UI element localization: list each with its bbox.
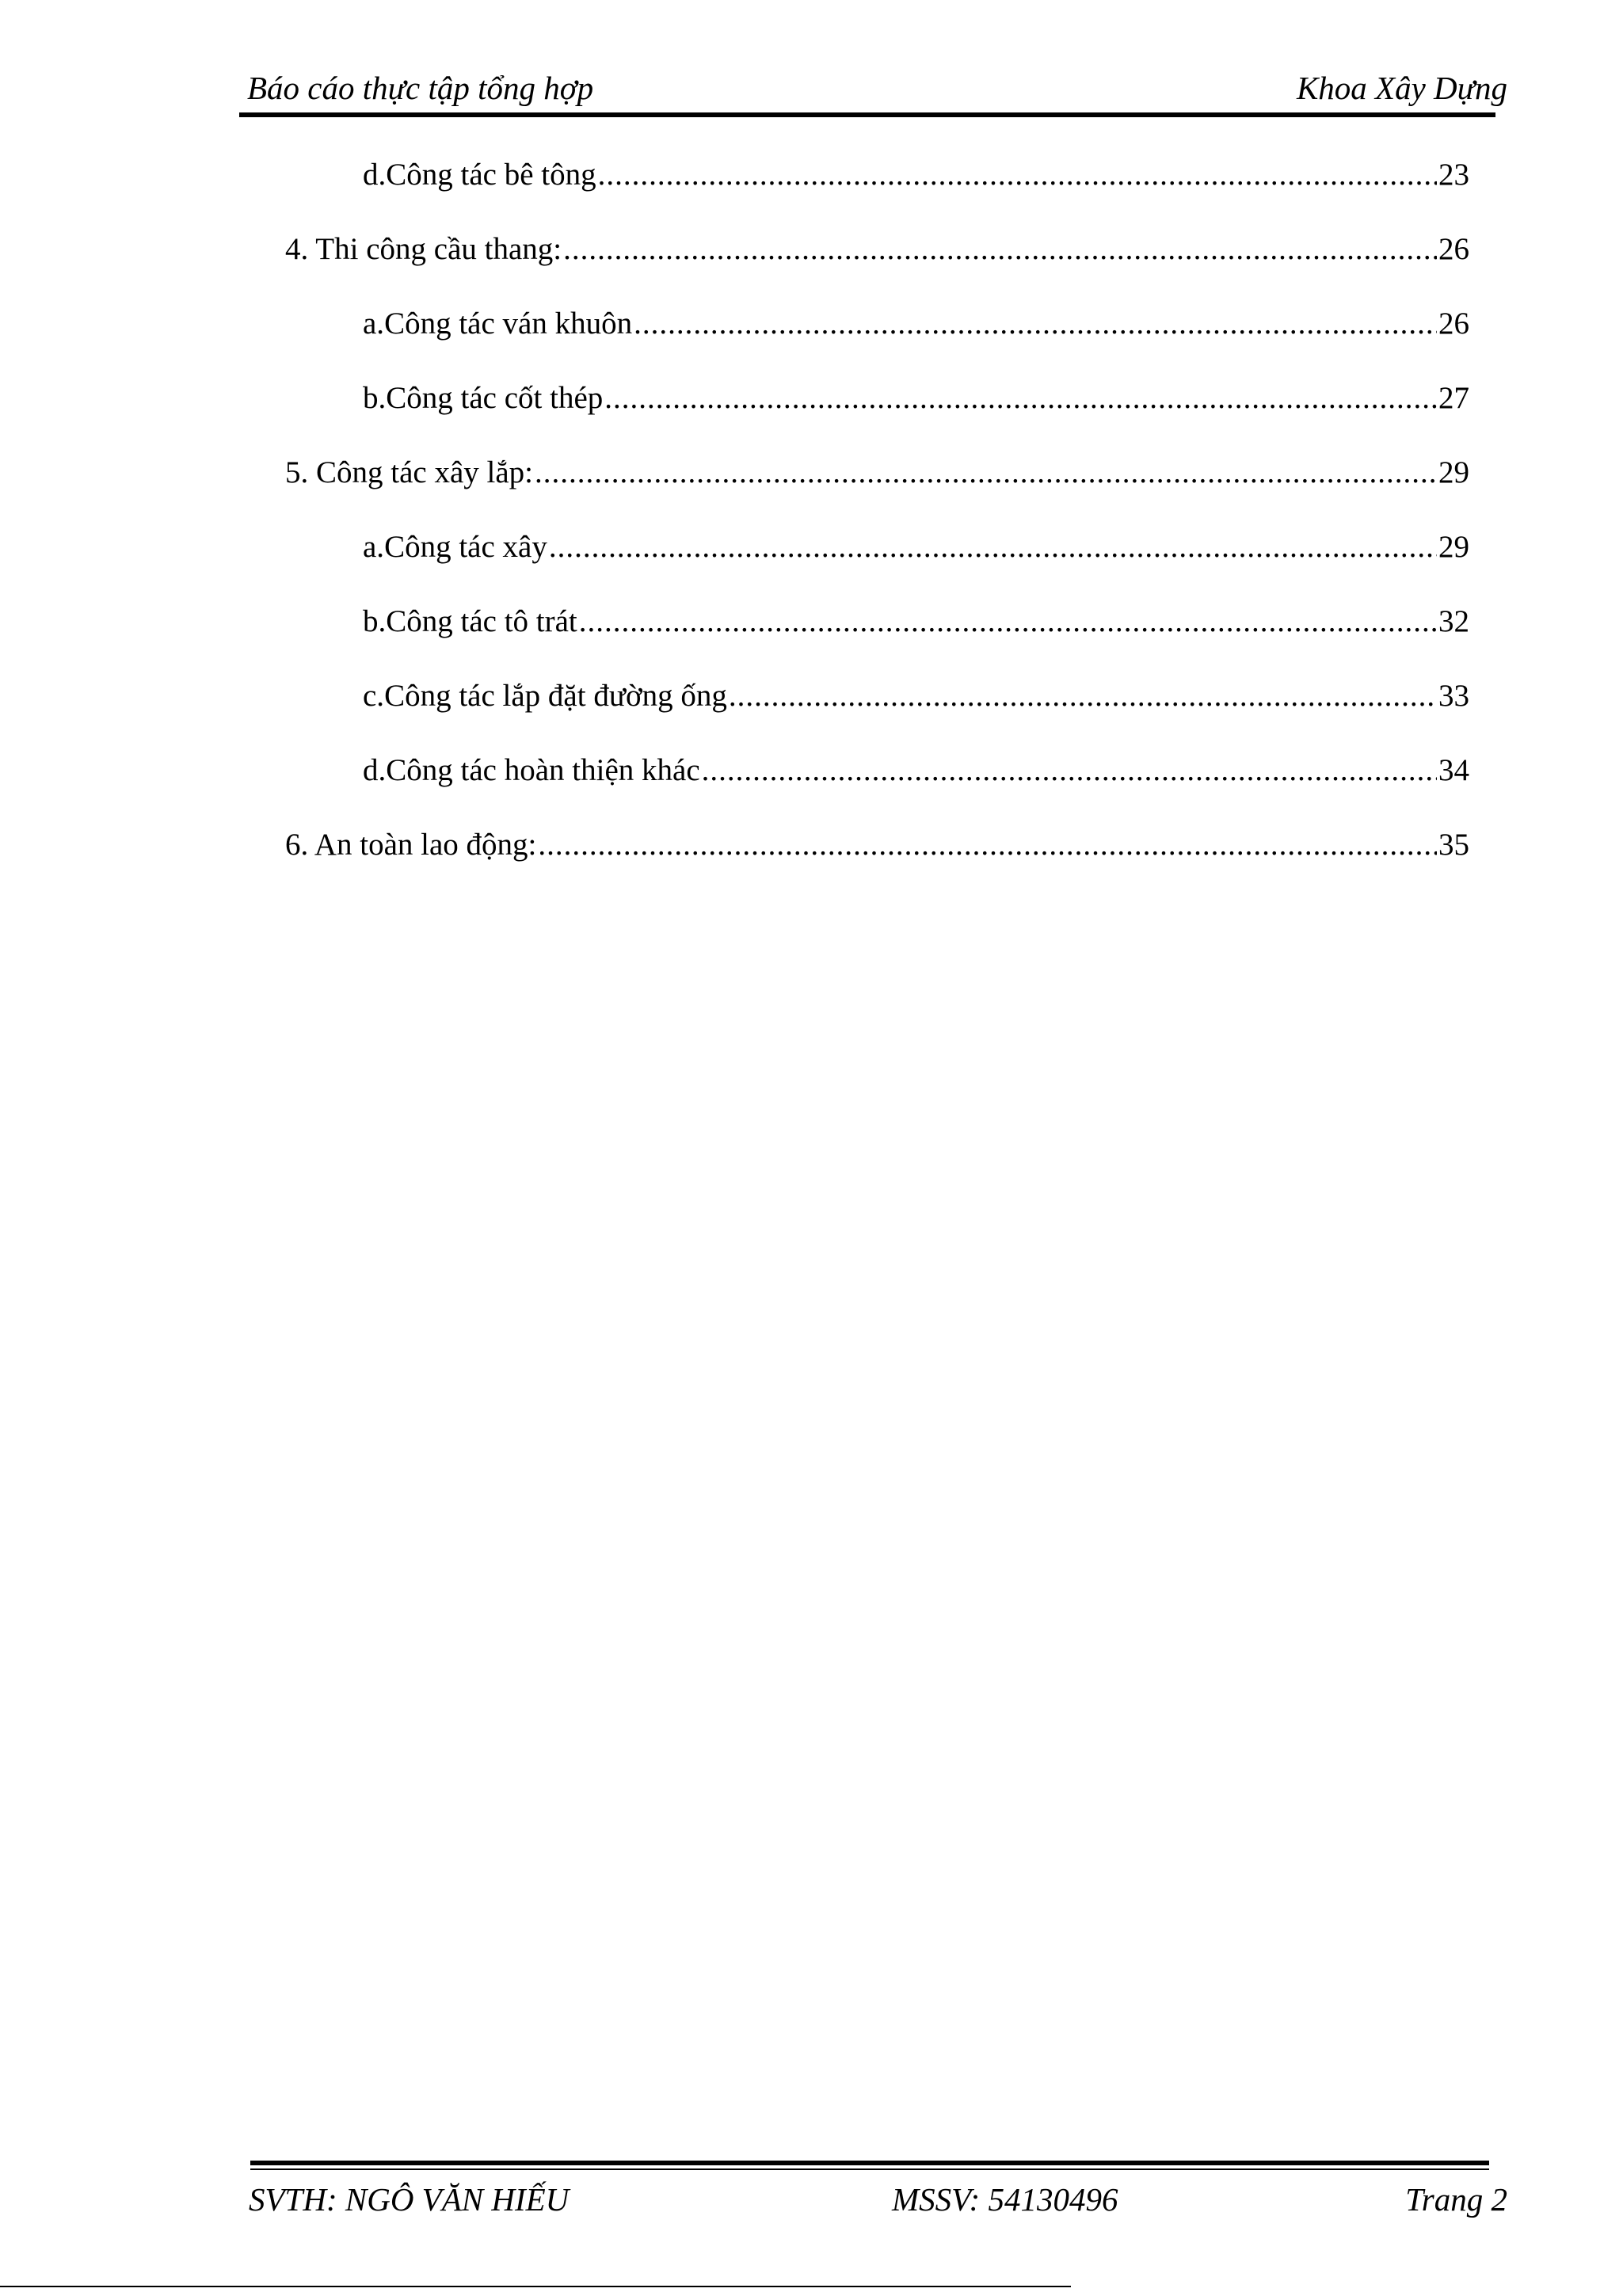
toc-entry-page: 34 [1438, 753, 1469, 787]
toc-leader-dots [563, 230, 1437, 269]
toc-entry-title: 4. Thi công cầu thang: [285, 232, 562, 266]
toc-entry-title: Công tác lắp đặt đường ống [384, 679, 727, 713]
toc-entry-page: 26 [1438, 232, 1469, 266]
toc-entry-marker: a. [363, 307, 385, 341]
toc-entry-title: Công tác xây [384, 530, 547, 564]
toc-entry[interactable] [363, 527, 1469, 567]
toc-entry-page: 23 [1438, 158, 1469, 192]
toc-entry-title: 5. Công tác xây lắp: [285, 455, 534, 489]
toc-entry[interactable] [363, 379, 1469, 418]
toc-leader-dots [549, 527, 1437, 567]
toc-entry-title: Công tác tô trát [386, 604, 577, 638]
toc-entry-page: 32 [1438, 604, 1469, 638]
toc-entry-marker: b. [363, 604, 387, 638]
toc-entry-page: 27 [1438, 381, 1469, 415]
toc-leader-dots [729, 676, 1437, 716]
toc-entry-marker: d. [363, 158, 387, 192]
toc-leader-dots [702, 751, 1437, 790]
toc-entry-title: Công tác hoàn thiện khác [386, 753, 700, 787]
footer-student-id: MSSV: 54130496 [892, 2181, 1118, 2218]
toc-entry-title: 6. An toàn lao động: [285, 828, 537, 862]
toc-entry-title: Công tác ván khuôn [384, 307, 633, 341]
footer-divider-thin [250, 2168, 1489, 2170]
toc-entry[interactable] [285, 230, 1469, 269]
toc-entry[interactable] [363, 676, 1469, 716]
toc-entry[interactable] [363, 155, 1469, 195]
toc-leader-dots [598, 155, 1437, 195]
toc-leader-dots [604, 379, 1437, 418]
page-bottom-edge-line [0, 2286, 1071, 2287]
toc-entry-marker: d. [363, 753, 387, 787]
toc-leader-dots [535, 453, 1437, 493]
toc-entry[interactable] [285, 825, 1469, 865]
toc-entry[interactable] [363, 602, 1469, 642]
toc-leader-dots [579, 602, 1437, 642]
toc-entry-title: Công tác bê tông [386, 158, 596, 192]
toc-entry-page: 33 [1438, 679, 1469, 713]
toc-leader-dots [538, 825, 1437, 865]
toc-entry-page: 29 [1438, 530, 1469, 564]
toc-leader-dots [634, 304, 1437, 344]
footer-page-number: Trang 2 [1405, 2181, 1507, 2218]
toc-entry-title: Công tác cốt thép [386, 381, 604, 415]
toc-entry-marker: c. [363, 679, 385, 713]
toc-entry-marker: a. [363, 530, 385, 564]
header-faculty: Khoa Xây Dựng [1296, 70, 1507, 106]
toc-entry-marker: b. [363, 381, 387, 415]
toc-entry[interactable] [363, 304, 1469, 344]
toc-entry-page: 29 [1438, 455, 1469, 489]
toc-entry-page: 26 [1438, 307, 1469, 341]
footer-divider [250, 2161, 1489, 2165]
header-report-title: Báo cáo thực tập tổng hợp [247, 70, 594, 106]
header-divider [239, 112, 1495, 117]
footer-student-name: SVTH: NGÔ VĂN HIẾU [249, 2181, 570, 2218]
toc-entry[interactable] [285, 453, 1469, 493]
toc-entry[interactable] [363, 751, 1469, 790]
toc-entry-page: 35 [1438, 828, 1469, 862]
